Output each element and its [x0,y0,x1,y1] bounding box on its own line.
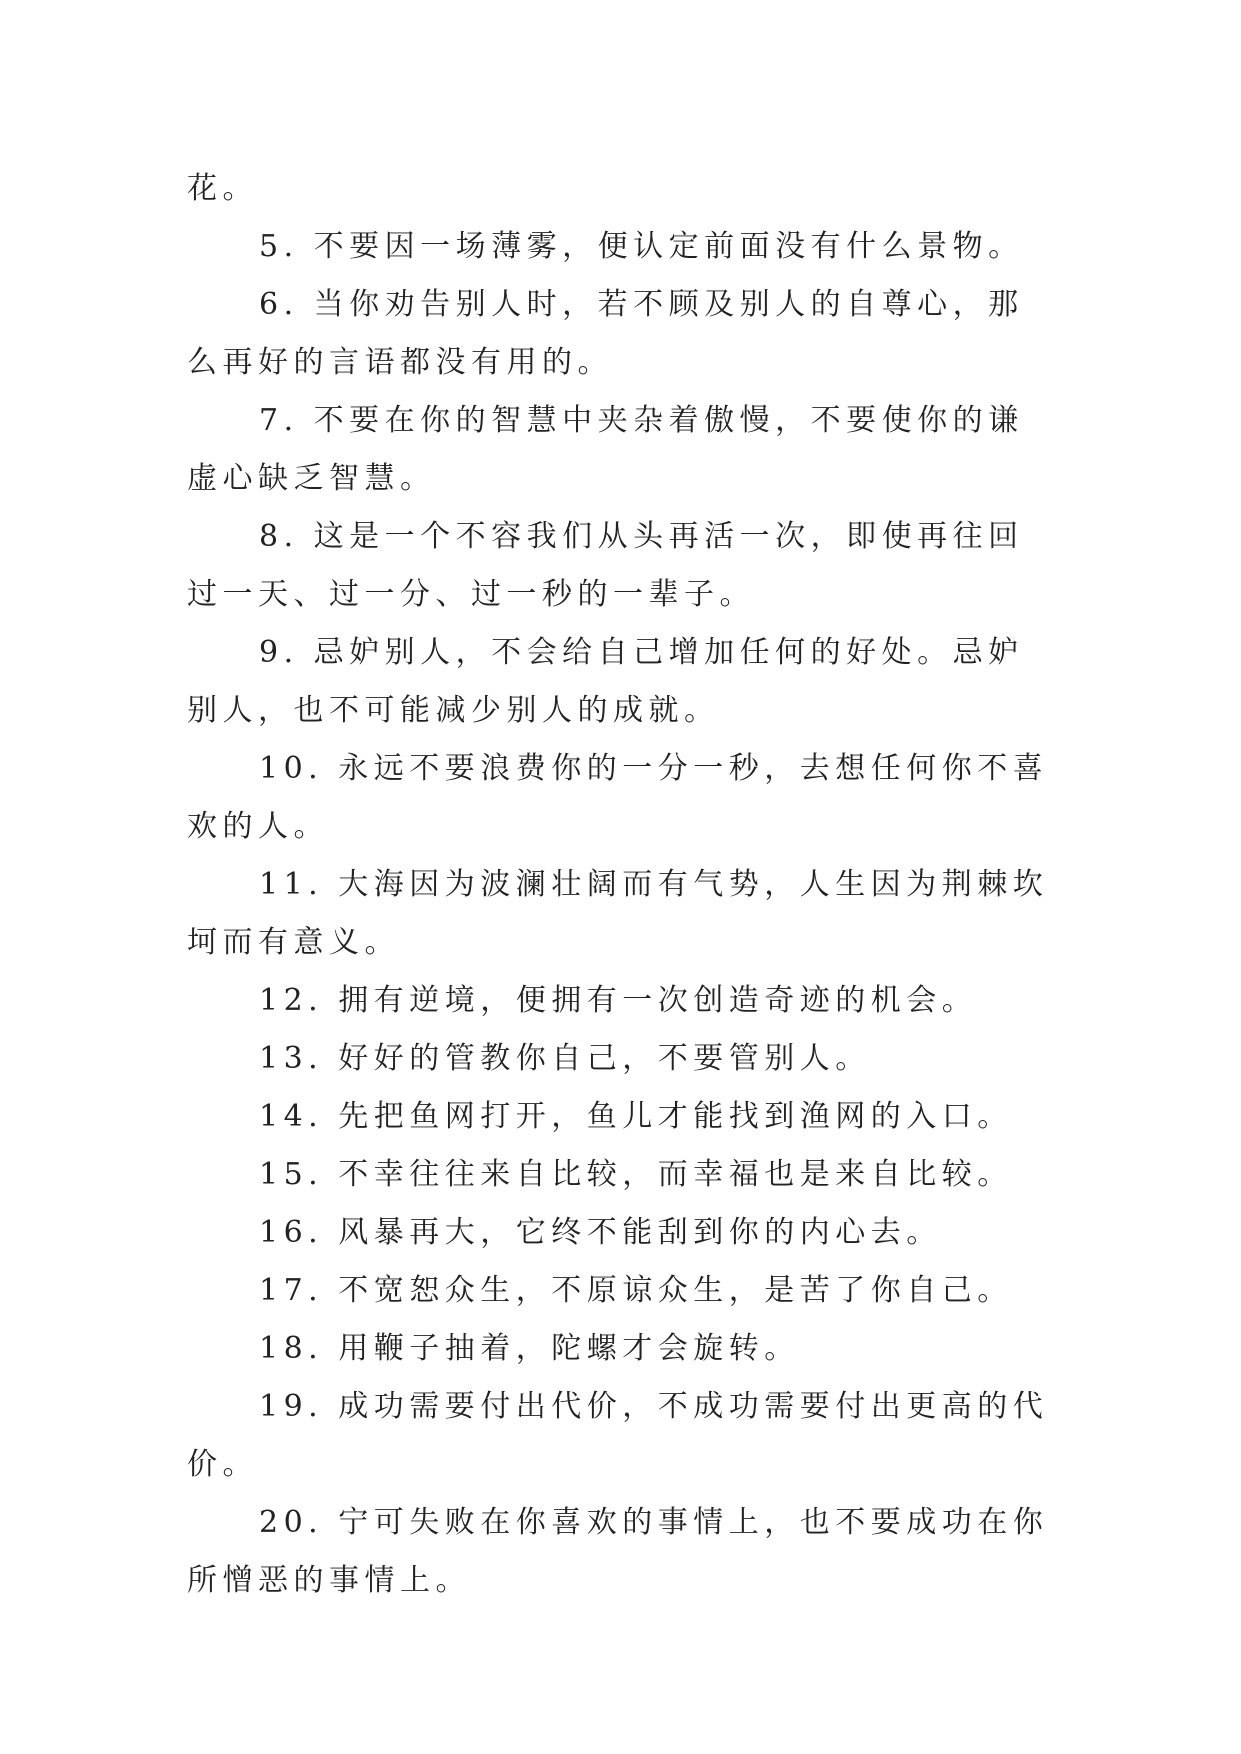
quote-item-18: 18. 用鞭子抽着，陀螺才会旋转。 [259,1331,800,1366]
quote-item-10: 10. 永远不要浪费你的一分一秒，去想任何你不喜欢的人。 [187,751,1049,844]
quote-item-7: 7. 不要在你的智慧中夹杂着傲慢，不要使你的谦虚心缺乏智慧。 [187,403,1024,496]
quote-item-8: 8. 这是一个不容我们从头再活一次，即使再往回过一天、过一分、过一秒的一辈子。 [187,519,1024,612]
quote-item-13: 13. 好好的管教你自己，不要管别人。 [259,1041,871,1076]
paragraph-continuation: 花。 [187,171,258,206]
quote-item-6: 6. 当你劝告别人时，若不顾及别人的自尊心，那么再好的言语都没有用的。 [187,287,1024,380]
quote-item-11: 11. 大海因为波澜壮阔而有气势，人生因为荆棘坎坷而有意义。 [187,867,1049,960]
quote-item-20: 20. 宁可失败在你喜欢的事情上，也不要成功在你所憎恶的事情上。 [187,1505,1049,1598]
quote-item-15: 15. 不幸往往来自比较，而幸福也是来自比较。 [259,1157,1013,1192]
quote-item-14: 14. 先把鱼网打开，鱼儿才能找到渔网的入口。 [259,1099,1013,1134]
quote-item-12: 12. 拥有逆境，便拥有一次创造奇迹的机会。 [259,983,978,1018]
quote-item-17: 17. 不宽恕众生，不原谅众生，是苦了你自己。 [259,1273,1013,1308]
quote-item-9: 9. 忌妒别人，不会给自己增加任何的好处。忌妒别人，也不可能减少别人的成就。 [187,635,1024,728]
quote-item-5: 5. 不要因一场薄雾，便认定前面没有什么景物。 [259,229,1024,264]
document-body [187,160,1057,1610]
quote-item-16: 16. 风暴再大，它终不能刮到你的内心去。 [259,1215,942,1250]
quote-item-19: 19. 成功需要付出代价，不成功需要付出更高的代价。 [187,1389,1049,1482]
